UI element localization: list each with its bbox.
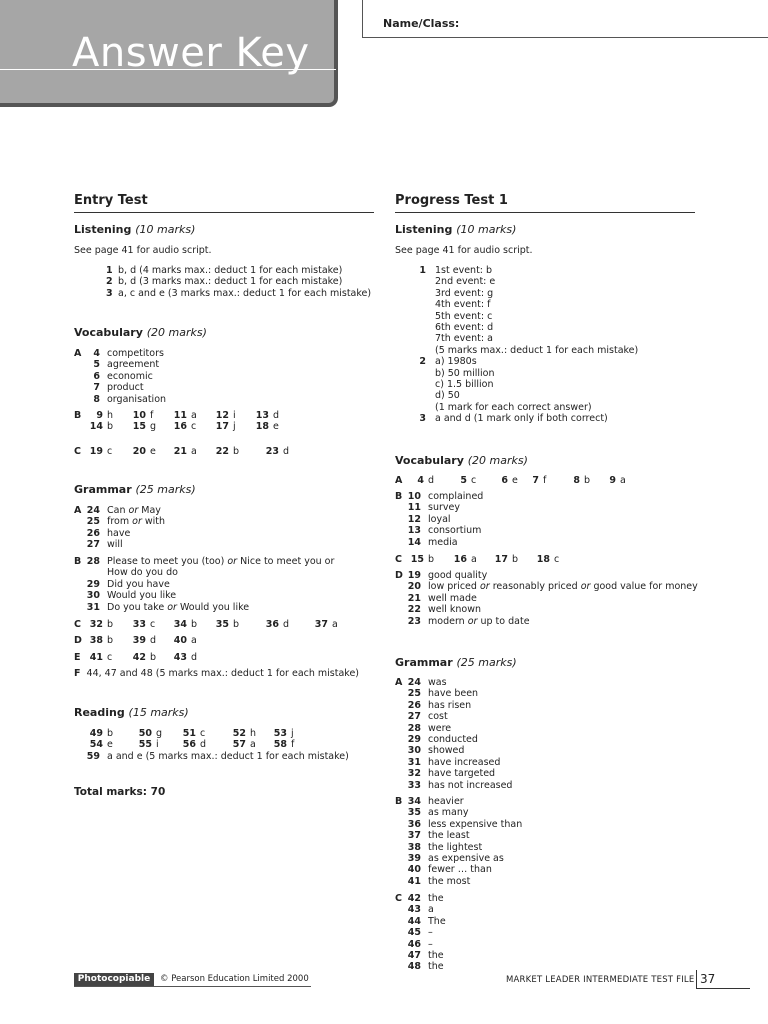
- group-label: A: [395, 475, 403, 486]
- group-label: A: [74, 505, 82, 516]
- answer-letter: g: [156, 728, 163, 739]
- question-number: 2: [419, 356, 426, 368]
- question-number: 48: [407, 961, 421, 973]
- question-number: 8: [93, 393, 100, 405]
- name-field-border: [362, 0, 363, 37]
- question-number: 56: [182, 739, 196, 751]
- answer-text: has risen: [428, 699, 472, 711]
- question-number: 37: [314, 619, 328, 630]
- answer-text: a and d (1 mark only if both correct): [435, 413, 608, 425]
- group-label: B: [74, 410, 82, 421]
- answer-text: consortium: [428, 525, 482, 537]
- answer-text: (1 mark for each correct answer): [435, 401, 592, 413]
- question-number: 16: [453, 554, 467, 565]
- grammar-heading: Grammar (25 marks): [74, 483, 196, 496]
- answer-letter: b: [107, 728, 114, 739]
- vocabulary-heading: Vocabulary (20 marks): [74, 326, 207, 339]
- answer-letter: b: [584, 475, 591, 486]
- answer-letter: b: [150, 652, 157, 663]
- answer-text: survey: [428, 502, 460, 514]
- answer-letter: c: [107, 652, 113, 663]
- answer-letter: b: [428, 554, 435, 565]
- question-number: 30: [407, 745, 421, 757]
- answer-text: economic: [107, 370, 153, 382]
- question-number: 35: [215, 619, 229, 630]
- question-number: 21: [173, 446, 187, 457]
- question-number: 26: [86, 527, 100, 539]
- audio-note: See page 41 for audio script.: [74, 245, 212, 256]
- answer-letter: i: [156, 739, 159, 751]
- answer-text: 4th event: f: [435, 299, 491, 311]
- question-number: 35: [407, 807, 421, 819]
- answer-text: a and e (5 marks max.: deduct 1 for each mistake): [107, 750, 349, 762]
- answer-text: Do you take or Would you like: [107, 601, 250, 613]
- answer-letter: j: [233, 421, 236, 433]
- answer-letter: j: [291, 728, 294, 739]
- answer-letter: c: [471, 475, 477, 486]
- question-number: 11: [173, 410, 187, 421]
- question-number: 46: [407, 938, 421, 950]
- question-number: 4: [93, 348, 100, 359]
- group-label: B: [395, 491, 403, 502]
- answer-text: agreement: [107, 359, 160, 371]
- group-label: C: [395, 893, 402, 904]
- answer-text: 6th event: d: [435, 322, 494, 333]
- answer-text: product: [107, 382, 144, 394]
- question-number: 43: [407, 904, 421, 916]
- answer-text: heavier: [428, 796, 464, 807]
- answer-text: How do you do: [107, 567, 178, 579]
- question-number: 20: [407, 581, 421, 593]
- question-number: 29: [86, 578, 100, 590]
- question-number: 42: [132, 652, 146, 663]
- answer-text: a: [428, 904, 434, 916]
- answer-text: were: [428, 722, 452, 734]
- question-number: 7: [93, 382, 100, 394]
- answer-letter: a: [332, 619, 338, 630]
- answer-text: Can or May: [107, 505, 161, 516]
- question-number: 25: [407, 688, 421, 700]
- answer-text: cost: [428, 711, 448, 723]
- question-number: 44: [407, 915, 421, 927]
- question-number: 43: [173, 652, 187, 663]
- answer-text: well made: [428, 592, 477, 604]
- answer-text: the most: [428, 875, 471, 887]
- section-rule: [395, 212, 695, 213]
- question-number: 2: [106, 276, 113, 288]
- answer-text: d) 50: [435, 390, 460, 402]
- grammar-section-f: F 44, 47 and 48 (5 marks max.: deduct 1 for each mistake): [74, 668, 360, 679]
- answer-text: organisation: [107, 393, 167, 405]
- question-number: 13: [407, 525, 421, 537]
- group-label: B: [395, 796, 403, 807]
- question-number: 6: [93, 370, 100, 382]
- question-number: 10: [132, 410, 146, 421]
- question-number: 33: [132, 619, 146, 630]
- answer-letter: b: [233, 619, 240, 630]
- answer-letter: e: [107, 739, 113, 751]
- answer-text: a) 1980s: [435, 356, 477, 368]
- answer-letter: b: [107, 635, 114, 646]
- answer-text: has not increased: [428, 779, 513, 791]
- question-number: 19: [407, 570, 421, 581]
- question-number: 45: [407, 927, 421, 939]
- question-number: 4: [417, 475, 424, 486]
- answer-text: 2nd event: e: [435, 276, 496, 288]
- vocabulary-heading: Vocabulary (20 marks): [395, 454, 528, 467]
- answer-letter: d: [273, 410, 280, 421]
- question-number: 3: [419, 413, 426, 425]
- name-field-underline: [362, 37, 768, 38]
- answer-text: The: [428, 915, 446, 927]
- question-number: 1: [419, 265, 426, 276]
- question-number: 51: [182, 728, 196, 739]
- answer-text: have been: [428, 688, 479, 700]
- group-label: E: [74, 652, 81, 663]
- answer-letter: a: [191, 635, 197, 646]
- answer-text: 5th event: c: [435, 310, 493, 322]
- answer-text: Please to meet you (too) or Nice to meet you or: [107, 556, 335, 567]
- question-number: 26: [407, 699, 421, 711]
- answer-text: have increased: [428, 756, 501, 768]
- question-number: 7: [532, 475, 539, 486]
- question-number: 5: [460, 475, 467, 486]
- answer-text: as many: [428, 807, 469, 819]
- answer-letter: c: [554, 554, 560, 565]
- answer-text: the: [428, 950, 444, 961]
- question-number: 57: [232, 739, 246, 751]
- question-number: 14: [407, 536, 421, 548]
- or-word: or: [479, 581, 490, 593]
- question-number: 31: [86, 601, 100, 613]
- answer-text: the: [428, 893, 444, 904]
- copyright: © Pearson Education Limited 2000: [160, 974, 309, 984]
- question-number: 14: [89, 421, 103, 433]
- question-number: 29: [407, 734, 421, 745]
- answer-text: loyal: [428, 513, 451, 525]
- question-number: 34: [173, 619, 187, 630]
- answer-text: as expensive as: [428, 853, 504, 864]
- answer-text: well known: [428, 604, 482, 616]
- answer-text: modern or up to date: [428, 615, 530, 627]
- question-number: 28: [407, 722, 421, 734]
- question-number: 9: [96, 410, 103, 421]
- answer-letter: a: [191, 410, 197, 421]
- question-number: 30: [86, 590, 100, 602]
- or-word: or: [132, 516, 142, 528]
- question-number: 34: [407, 796, 421, 807]
- question-number: 22: [407, 604, 421, 616]
- answer-text: from or with: [107, 516, 166, 528]
- answer-letter: b: [191, 619, 198, 630]
- answer-text: will: [107, 539, 123, 551]
- question-number: 18: [255, 421, 269, 433]
- or-word: or: [227, 556, 238, 567]
- question-number: 36: [407, 818, 421, 830]
- answer-text: the: [428, 961, 444, 973]
- question-number: 11: [407, 502, 421, 514]
- question-number: 12: [215, 410, 229, 421]
- group-label: C: [74, 446, 81, 457]
- answer-letter: d: [283, 446, 290, 457]
- question-number: 27: [407, 711, 421, 723]
- question-number: 59: [86, 750, 100, 762]
- audio-note: See page 41 for audio script.: [395, 245, 533, 256]
- answer-letter: d: [191, 652, 198, 663]
- group-label: D: [74, 635, 82, 646]
- answer-text: complained: [428, 491, 484, 502]
- answer-letter: e: [150, 446, 156, 457]
- answer-letter: i: [233, 410, 236, 421]
- answer-text: a, c and e (3 marks max.: deduct 1 for each mistake): [118, 287, 372, 299]
- answer-letter: b: [107, 619, 114, 630]
- question-number: 8: [573, 475, 580, 486]
- answer-text: good quality: [428, 570, 488, 581]
- answer-letter: b: [512, 554, 519, 565]
- answer-letter: d: [200, 739, 207, 751]
- answer-letter: e: [512, 475, 518, 486]
- answer-text: –: [428, 927, 433, 939]
- question-number: 19: [89, 446, 103, 457]
- question-number: 27: [86, 539, 100, 551]
- question-number: 18: [536, 554, 550, 565]
- name-class-label: Name/Class:: [383, 17, 460, 30]
- page-number: 37: [700, 972, 716, 986]
- answer-text: have targeted: [428, 768, 496, 780]
- question-number: 6: [501, 475, 508, 486]
- answer-letter: h: [250, 728, 257, 739]
- question-number: 23: [265, 446, 279, 457]
- answer-text: (5 marks max.: deduct 1 for each mistake): [435, 344, 639, 356]
- question-number: 13: [255, 410, 269, 421]
- answer-letter: d: [150, 635, 157, 646]
- footer-rule: [74, 986, 311, 987]
- question-number: 49: [89, 728, 103, 739]
- or-word: or: [128, 505, 139, 516]
- question-number: 10: [407, 491, 421, 502]
- answer-letter: a: [250, 739, 256, 751]
- or-word: or: [580, 581, 591, 593]
- question-number: 24: [86, 505, 100, 516]
- question-number: 12: [407, 513, 421, 525]
- question-number: 20: [132, 446, 146, 457]
- answer-text: competitors: [107, 348, 164, 359]
- answer-text: b, d (3 marks max.: deduct 1 for each mistake): [118, 276, 343, 288]
- question-number: 41: [407, 875, 421, 887]
- group-label: C: [74, 619, 81, 630]
- question-number: 40: [173, 635, 187, 646]
- question-number: 32: [407, 768, 421, 780]
- question-number: 42: [407, 893, 421, 904]
- group-label: C: [395, 554, 402, 565]
- answer-text: showed: [428, 745, 465, 757]
- group-label: B: [74, 556, 82, 567]
- answer-letter: h: [107, 410, 114, 421]
- answer-text: fewer … than: [428, 864, 492, 876]
- answer-letter: e: [273, 421, 279, 433]
- answer-letter: b: [107, 421, 114, 433]
- progress-test-title: Progress Test 1: [395, 193, 508, 208]
- answer-text: 1st event: b: [435, 265, 493, 276]
- answer-letter: a: [191, 446, 197, 457]
- question-number: 39: [407, 853, 421, 864]
- question-number: 50: [138, 728, 152, 739]
- question-number: 17: [494, 554, 508, 565]
- question-number: 9: [609, 475, 616, 486]
- question-number: 5: [93, 359, 100, 371]
- photocopiable-badge: Photocopiable: [74, 973, 154, 986]
- answer-letter: f: [543, 475, 547, 486]
- question-number: 40: [407, 864, 421, 876]
- book-title: MARKET LEADER INTERMEDIATE TEST FILE: [506, 975, 695, 985]
- page-number-bar: [696, 970, 697, 988]
- question-number: 33: [407, 779, 421, 791]
- group-label: D: [395, 570, 403, 581]
- answer-letter: c: [191, 421, 197, 433]
- reading-heading: Reading (15 marks): [74, 706, 189, 719]
- answer-text: was: [428, 677, 447, 688]
- answer-text: low priced or reasonably priced or good value for money: [428, 581, 698, 593]
- answer-text: Would you like: [107, 590, 177, 602]
- answer-text: media: [428, 536, 458, 548]
- question-number: 55: [138, 739, 152, 751]
- question-number: 25: [86, 516, 100, 528]
- answer-letter: f: [150, 410, 154, 421]
- answer-text: have: [107, 527, 131, 539]
- entry-test-title: Entry Test: [74, 193, 148, 208]
- answer-letter: a: [471, 554, 477, 565]
- question-number: 47: [407, 950, 421, 961]
- question-number: 36: [265, 619, 279, 630]
- answer-letter: d: [428, 475, 435, 486]
- or-word: or: [467, 615, 478, 627]
- answer-letter: c: [107, 446, 113, 457]
- answer-letter: c: [150, 619, 156, 630]
- question-number: 31: [407, 756, 421, 768]
- answer-letter: b: [233, 446, 240, 457]
- question-number: 32: [89, 619, 103, 630]
- answer-text: less expensive than: [428, 818, 523, 830]
- answer-text: b) 50 million: [435, 367, 495, 379]
- answer-text: the least: [428, 830, 470, 842]
- grammar-heading: Grammar (25 marks): [395, 656, 517, 669]
- answer-letter: c: [200, 728, 206, 739]
- question-number: 21: [407, 592, 421, 604]
- question-number: 23: [407, 615, 421, 627]
- answer-text: b, d (4 marks max.: deduct 1 for each mistake): [118, 265, 343, 276]
- group-label: A: [395, 677, 403, 688]
- question-number: 1: [106, 265, 113, 276]
- section-rule: [74, 212, 374, 213]
- answer-letter: g: [150, 421, 157, 433]
- question-number: 39: [132, 635, 146, 646]
- answer-text: c) 1.5 billion: [435, 379, 494, 390]
- question-number: 41: [89, 652, 103, 663]
- question-number: 52: [232, 728, 246, 739]
- answer-letter: f: [291, 739, 295, 751]
- group-label: A: [74, 348, 82, 359]
- answer-text: conducted: [428, 734, 478, 745]
- question-number: 24: [407, 677, 421, 688]
- question-number: 38: [89, 635, 103, 646]
- question-number: 16: [173, 421, 187, 433]
- listening-heading: Listening (10 marks): [74, 223, 196, 236]
- question-number: 3: [106, 287, 113, 299]
- listening-heading: Listening (10 marks): [395, 223, 517, 236]
- answer-letter: d: [283, 619, 290, 630]
- or-word: or: [167, 601, 177, 613]
- question-number: 28: [86, 556, 100, 567]
- page-title: Answer Key: [72, 30, 310, 76]
- question-number: 15: [132, 421, 146, 433]
- question-number: 54: [89, 739, 103, 751]
- question-number: 17: [215, 421, 229, 433]
- answer-text: 3rd event: g: [435, 287, 494, 299]
- question-number: 22: [215, 446, 229, 457]
- answer-text: –: [428, 938, 433, 950]
- question-number: 15: [410, 554, 424, 565]
- answer-letter: a: [620, 475, 626, 486]
- question-number: 38: [407, 841, 421, 853]
- answer-text: the lightest: [428, 841, 483, 853]
- question-number: 58: [273, 739, 287, 751]
- question-number: 37: [407, 830, 421, 842]
- question-number: 53: [273, 728, 287, 739]
- answer-text: Did you have: [107, 578, 170, 590]
- total-marks: Total marks: 70: [74, 786, 166, 798]
- page-number-rule: [696, 988, 750, 989]
- answer-text: 7th event: a: [435, 333, 493, 345]
